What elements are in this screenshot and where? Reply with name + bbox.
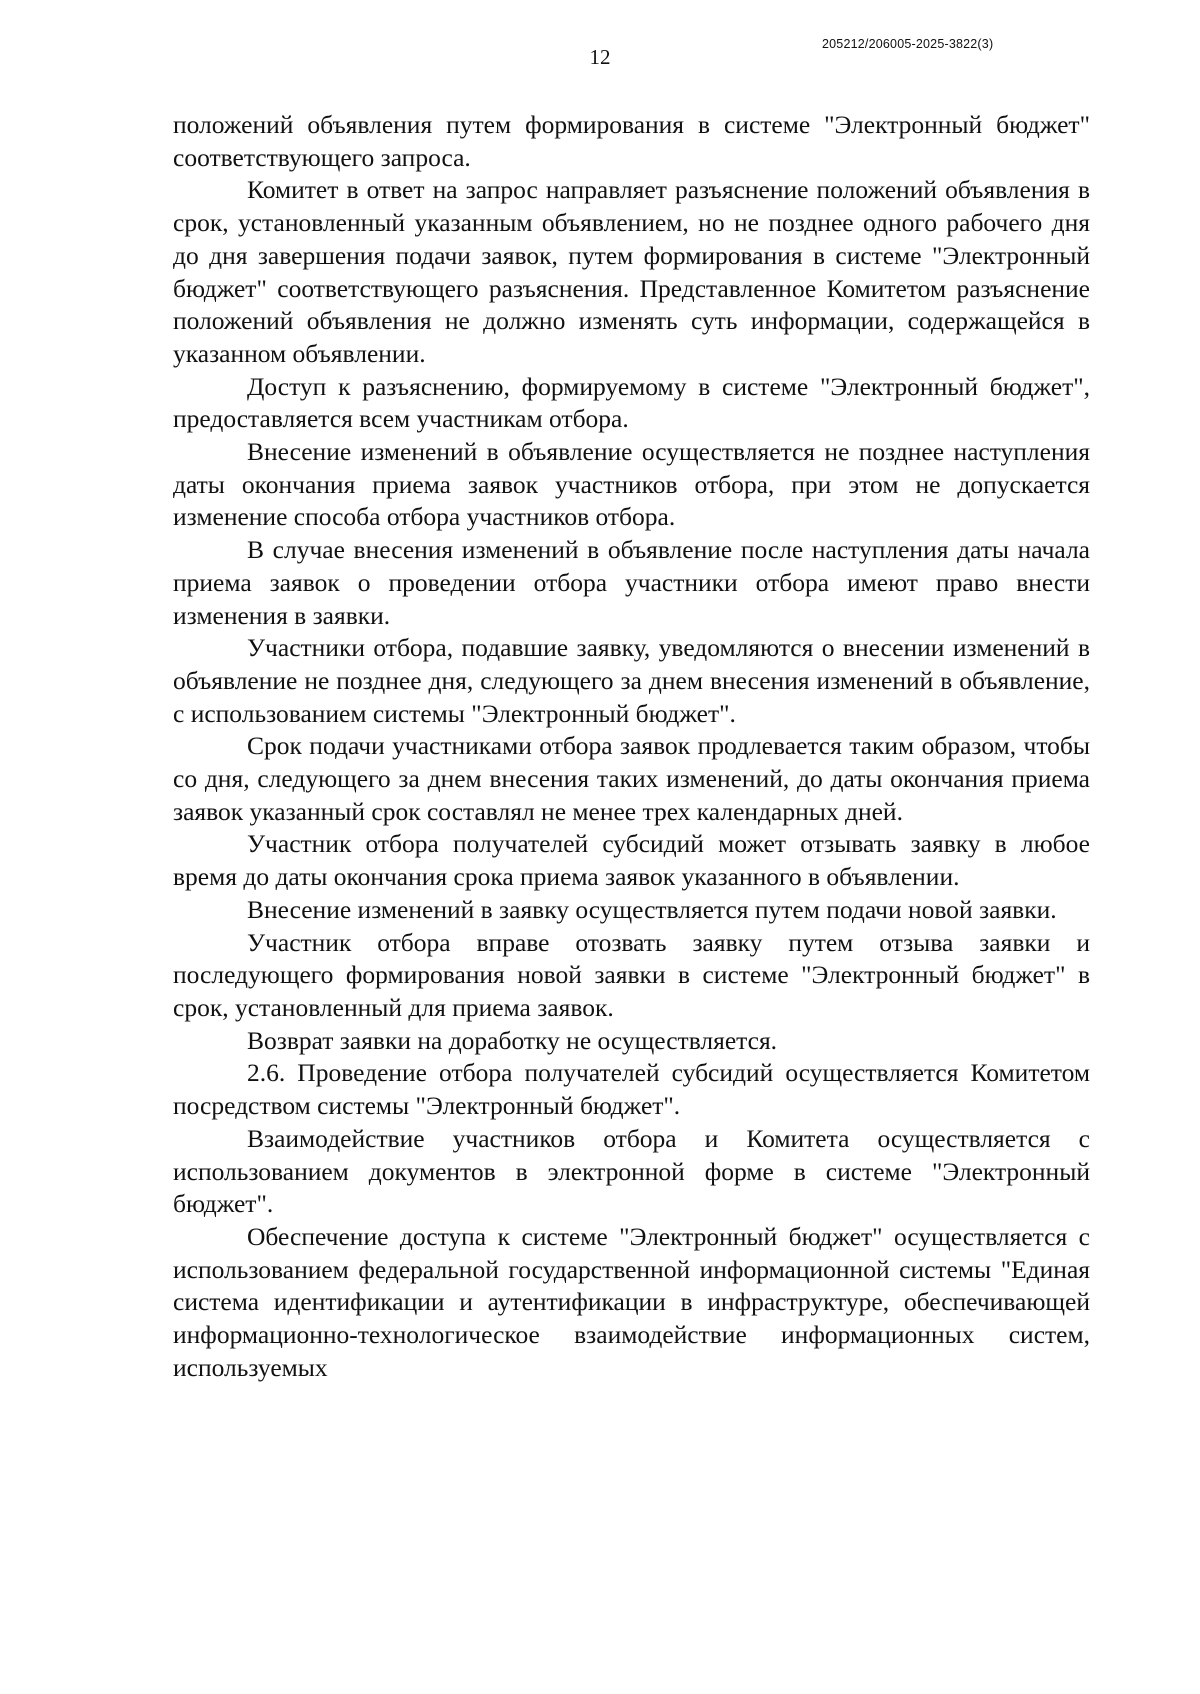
paragraph: Доступ к разъяснению, формируемому в системе "Электронный бюджет", предоставляется всем участникам отбора. [173,371,1090,434]
paragraph: Внесение изменений в объявление осуществляется не позднее наступления даты окончания приема заявок участников отбора, при этом не допускается изменение способа отбора участников отбора. [173,437,1090,532]
paragraph: Участник отбора получателей субсидий может отзывать заявку в любое время до даты окончания срока приема заявок указанного в объявлении. [173,829,1090,892]
paragraph: Срок подачи участниками отбора заявок продлевается таким образом, чтобы со дня, следующего за днем внесения таких изменений, до даты окончания приема заявок указанный срок составлял не менее трех календарных дней. [173,731,1090,826]
document-registration-code: 205212/206005-2025-3822(3) [822,37,994,51]
paragraph: Возврат заявки на доработку не осуществляется. [247,1025,778,1055]
document-body [173,109,1090,1384]
paragraph: Обеспечение доступа к системе "Электронный бюджет" осуществляется с использованием федеральной государственной информационной системы "Единая система идентификации и аутентификации в инфраструктуре, обеспечивающей информационно-технологическое взаимодействие информационных систем, используемых [173,1221,1090,1382]
paragraph: Участник отбора вправе отозвать заявку путем отзыва заявки и последующего формирования новой заявки в системе "Электронный бюджет" в срок, установленный для приема заявок. [173,927,1090,1022]
paragraph: В случае внесения изменений в объявление после наступления даты начала приема заявок о проведении отбора участники отбора имеют право внести изменения в заявки. [173,535,1090,630]
paragraph: 2.6. Проведение отбора получателей субсидий осуществляется Комитетом посредством системы "Электронный бюджет". [173,1058,1090,1121]
paragraph: Внесение изменений в заявку осуществляется путем подачи новой заявки. [247,894,1057,924]
paragraph: Взаимодействие участников отбора и Комитета осуществляется с использованием документов в электронной форме в системе "Электронный бюджет". [173,1123,1090,1219]
paragraph: положений объявления путем формирования в системе "Электронный бюджет" соответствующего запроса. [173,110,1090,172]
paragraph: Комитет в ответ на запрос направляет разъяснение положений объявления в срок, установленный указанным объявлением, но не позднее одного рабочего дня до дня завершения подачи заявок, путем формирования в системе "Электронный бюджет" соответствующего разъяснения. Представленное Комитетом разъяснение положений объявления не должно изменять суть информации, содержащейся в указанном объявлении. [173,175,1090,368]
page-number: 12 [589,45,611,69]
paragraph: Участники отбора, подавшие заявку, уведомляются о внесении изменений в объявление не позднее дня, следующего за днем внесения изменений в объявление, с использованием системы "Электронный бюджет". [173,633,1090,728]
